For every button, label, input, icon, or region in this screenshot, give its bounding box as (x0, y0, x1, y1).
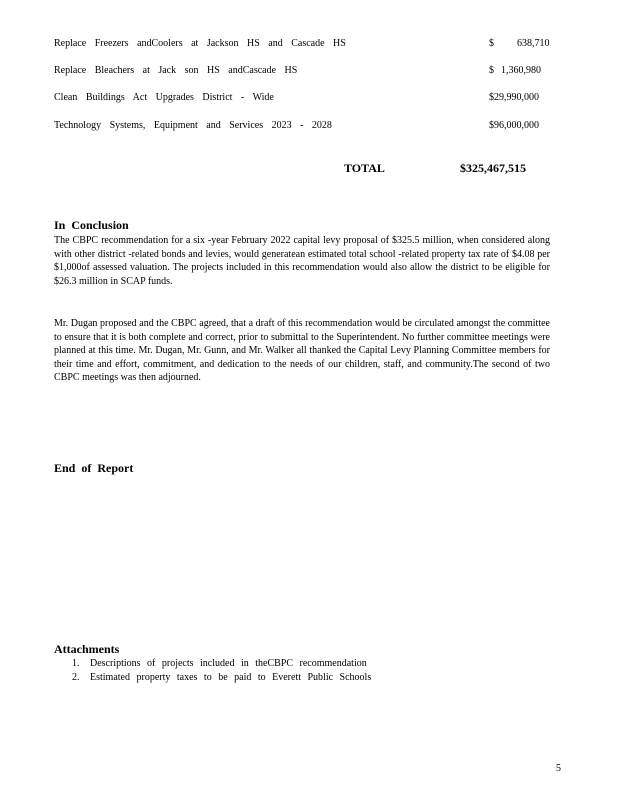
attachments-heading: Attachments (54, 642, 120, 656)
budget-row-label: Replace Freezers andCoolers at Jackson HS and Cascade HS (54, 38, 346, 49)
total-value: $325,467,515 (460, 161, 526, 175)
page-number: 5 (556, 763, 561, 774)
budget-row-amount: 638,710 (517, 38, 550, 49)
budget-row-currency: $ (489, 38, 494, 49)
conclusion-heading: In Conclusion (54, 218, 129, 232)
conclusion-paragraph-1: The CBPC recommendation for a six -year February 2022 capital levy proposal of $325.5 million, when considered along with other district -related bonds and levies, would generatean estimated total school -related property tax rate of $4.08 per $1,000of assessed valuation. The projects included in this recommendation would also allow the district to be eligible for $26.3 million in SCAP funds. (54, 235, 550, 287)
attachment-text: Estimated property taxes to be paid to Everett Public Schools (90, 672, 372, 683)
attachment-number: 1. (72, 658, 80, 669)
end-of-report-heading: End of Report (54, 461, 134, 475)
attachment-text: Descriptions of projects included in theCBPC recommendation (90, 658, 367, 669)
budget-row-amount: $96,000,000 (489, 120, 539, 131)
budget-row-amount: $29,990,000 (489, 92, 539, 103)
attachment-item (72, 657, 371, 671)
budget-row-currency: $ (489, 65, 494, 76)
budget-row-label: Technology Systems, Equipment and Services 2023 - 2028 (54, 120, 332, 131)
attachments-list (72, 657, 371, 685)
attachment-item (72, 671, 371, 685)
budget-row-amount: 1,360,980 (501, 65, 541, 76)
total-label: TOTAL (344, 161, 385, 175)
budget-row-label: Replace Bleachers at Jack son HS andCascade HS (54, 65, 298, 76)
attachment-number: 2. (72, 672, 80, 683)
conclusion-paragraph-2: Mr. Dugan proposed and the CBPC agreed, that a draft of this recommendation would be circulated amongst the committee to ensure that it is both complete and correct, prior to submittal to the Superintendent. No further committee meetings were planned at this time. Mr. Dugan, Mr. Gunn, and Mr. Walker all thanked the Capital Levy Planning Committee members for their time and effort, commitment, and dedication to the needs of our children, staff, and community.The second of two CBPC meetings was then adjourned. (54, 318, 550, 384)
budget-row-label: Clean Buildings Act Upgrades District - Wide (54, 92, 274, 103)
